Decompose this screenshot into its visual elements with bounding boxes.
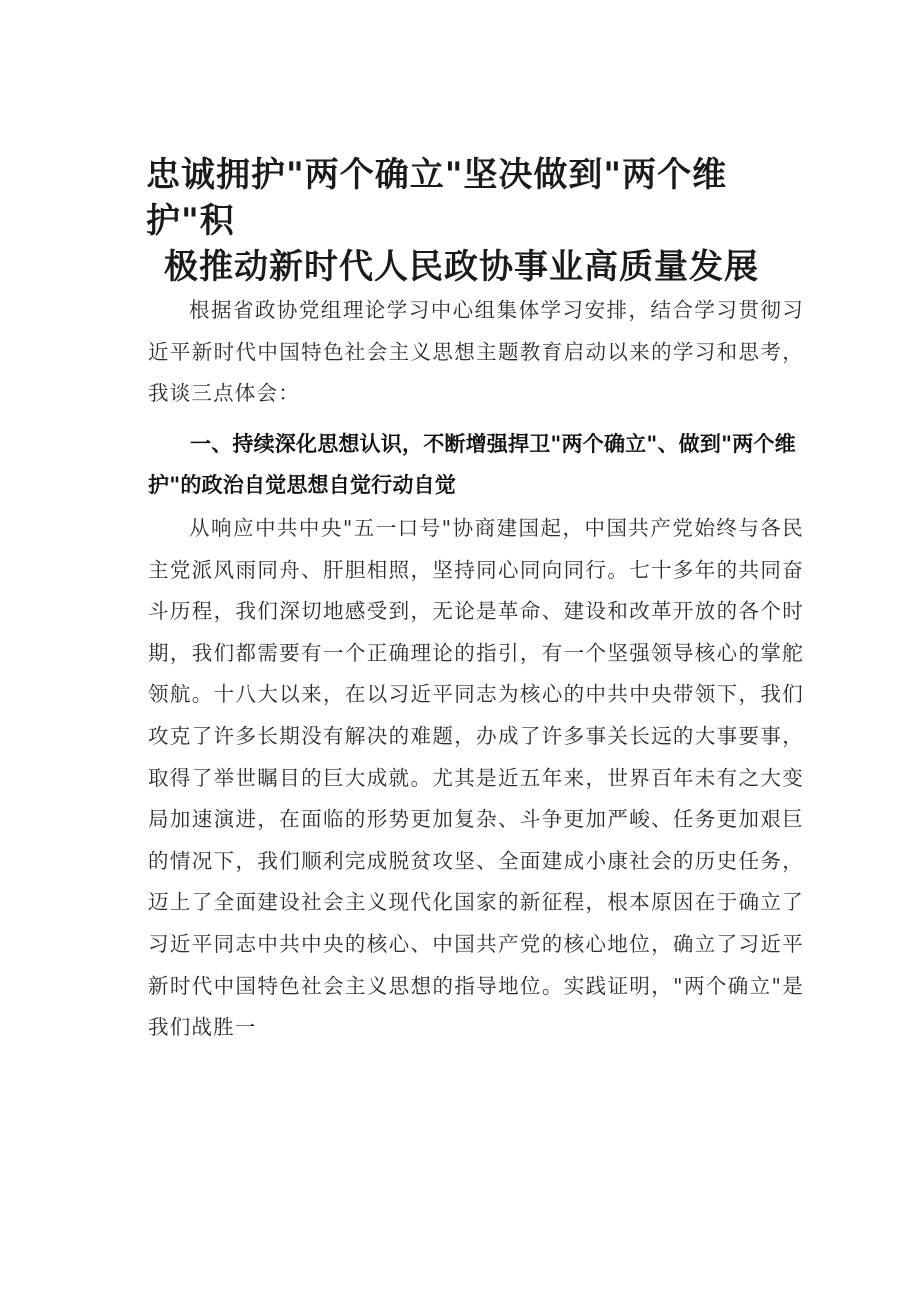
document-title-line-1: 忠诚拥护"两个确立"坚决做到"两个维护"积: [146, 155, 728, 241]
section-1-paragraph: 从响应中共中央"五一口号"协商建国起，中国共产党始终与各民主党派风雨同舟、肝胆相照，坚持同心同向同行。七十多年的共同奋斗历程，我们深切地感受到，无论是革命、建设和改革开放的各个时期，我们都需要有一个正确理论的指引，有一个坚强领导核心的掌舵领航。十八大以来，在以习近平同志为核心的中共中央带领下，我们攻克了许多长期没有解决的难题，办成了许多事关长远的大事要事，取得了举世瞩目的巨大成就。尤其是近五年来，世界百年未有之大变局加速演进，在面临的形势更加复杂、斗争更加严峻、任务更加艰巨的情况下，我们顺利完成脱贫攻坚、全面建成小康社会的历史任务，迈上了全面建设社会主义现代化国家的新征程，根本原因在于确立了习近平同志中共中央的核心、中国共产党的核心地位，确立了习近平新时代中国特色社会主义思想的指导地位。实践证明，"两个确立"是我们战胜一: [148, 516, 804, 1040]
document-title: [146, 152, 806, 290]
section-1-heading: 一、持续深化思想认识，不断增强捍卫"两个确立"、做到"两个维护"的政治自觉思想自觉行动自觉: [148, 432, 796, 497]
intro-paragraph: 根据省政协党组理论学习中心组集体学习安排，结合学习贯彻习近平新时代中国特色社会主义思想主题教育启动以来的学习和思考，我谈三点体会：: [148, 298, 804, 406]
document-title-line-2: 极推动新时代人民政协事业高质量发展: [164, 247, 759, 287]
